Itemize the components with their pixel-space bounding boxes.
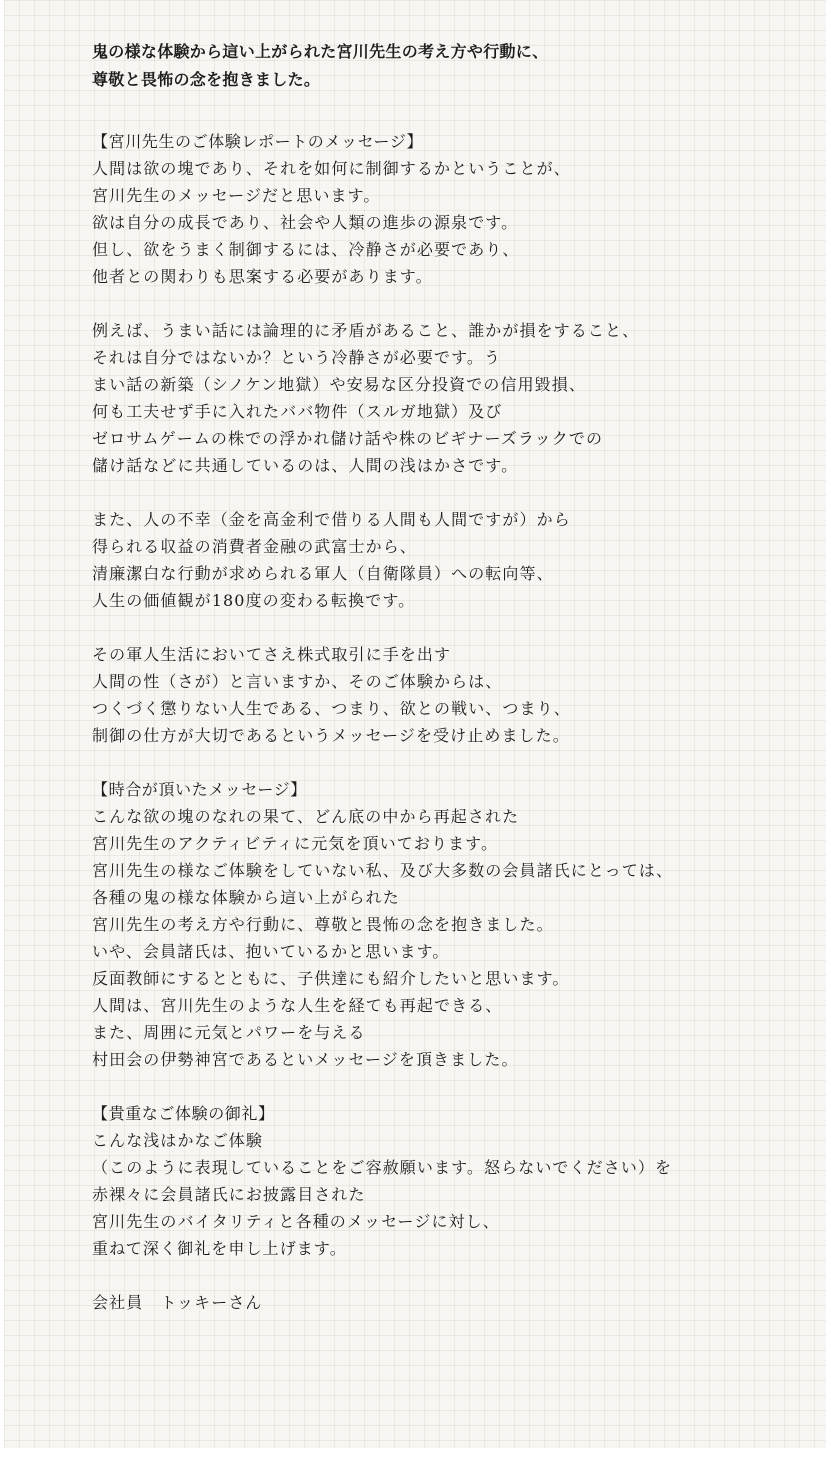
text-line: ゼロサムゲームの株での浮かれ儲け話や株のビギナーズラックでの xyxy=(92,429,604,448)
intro-statement xyxy=(92,38,792,94)
text-line: 但し、欲をうまく制御するには、冷静さが必要であり、 xyxy=(92,240,520,259)
text-line: 重ねて深く御礼を申し上げます。 xyxy=(92,1239,347,1258)
paragraph xyxy=(92,317,792,479)
text-line: 各種の鬼の様な体験から這い上がられた xyxy=(92,888,400,907)
text-line: 宮川先生の様なご体験をしていない私、及び大多数の会員諸氏にとっては、 xyxy=(92,861,674,880)
paragraph xyxy=(92,1100,792,1262)
intro-line: 尊敬と畏怖の念を抱きました。 xyxy=(92,70,321,89)
text-line: 宮川先生のアクティビティに元気を頂いております。 xyxy=(92,834,499,853)
text-line: 人生の価値観が180度の変わる転換です。 xyxy=(92,591,416,610)
text-line: その軍人生活においてさえ株式取引に手を出す xyxy=(92,645,452,664)
text-line: こんな欲の塊のなれの果て、どん底の中から再起された xyxy=(92,807,520,826)
text-line: まい話の新築（シノケン地獄）や安易な区分投資での信用毀損、 xyxy=(92,375,586,394)
section-heading: 【貴重なご体験の御礼】 xyxy=(92,1104,275,1123)
text-line: 人間は、宮川先生のような人生を経ても再起できる、 xyxy=(92,996,503,1015)
text-line: 宮川先生の考え方や行動に、尊敬と畏怖の念を抱きました。 xyxy=(92,915,554,934)
text-line: いや、会員諸氏は、抱いているかと思います。 xyxy=(92,942,450,961)
text-line: 村田会の伊勢神宮であるといメッセージを頂きました。 xyxy=(92,1050,519,1069)
paragraph xyxy=(92,641,792,749)
text-line: 人間は欲の塊であり、それを如何に制御するかということが、 xyxy=(92,159,571,178)
text-line: 人間の性（さが）と言いますか、そのご体験からは、 xyxy=(92,672,503,691)
text-line: 反面教師にするとともに、子供達にも紹介したいと思います。 xyxy=(92,969,570,988)
text-line: （このように表現していることをご容赦願います。怒らないでください）を xyxy=(92,1158,673,1177)
text-line: 制御の仕方が大切であるというメッセージを受け止めました。 xyxy=(92,726,570,745)
section-report-message xyxy=(92,128,792,749)
section-heading: 【宮川先生のご体験レポートのメッセージ】 xyxy=(92,132,424,151)
text-line: 他者との関わりも思案する必要があります。 xyxy=(92,267,433,286)
intro-line: 鬼の様な体験から這い上がられた宮川先生の考え方や行動に、 xyxy=(92,42,549,61)
article-body xyxy=(92,38,792,1316)
text-line: それは自分ではないか？という冷静さが必要です。う xyxy=(92,348,502,367)
text-line: 清廉潔白な行動が求められる軍人（自衛隊員）への転向等、 xyxy=(92,564,554,583)
text-line: また、周囲に元気とパワーを与える xyxy=(92,1023,366,1042)
text-line: 宮川先生のバイタリティと各種のメッセージに対し、 xyxy=(92,1212,500,1231)
text-line: 例えば、うまい話には論理的に矛盾があること、誰かが損をすること、 xyxy=(92,321,640,340)
paragraph xyxy=(92,506,792,614)
text-line: 得られる収益の消費者金融の武富士から、 xyxy=(92,537,417,556)
text-line: また、人の不幸（金を高金利で借りる人間も人間ですが）から xyxy=(92,510,571,529)
text-line: こんな浅はかなご体験 xyxy=(92,1131,264,1150)
section-heading: 【時合が頂いたメッセージ】 xyxy=(92,780,307,799)
author-signature: 会社員 トッキーさん xyxy=(92,1293,263,1312)
text-line: 儲け話などに共通しているのは、人間の浅はかさです。 xyxy=(92,456,519,475)
text-line: 宮川先生のメッセージだと思います。 xyxy=(92,186,381,205)
grid-paper-background xyxy=(4,0,826,1448)
section-received-message xyxy=(92,776,792,1073)
text-line: 赤裸々に会員諸氏にお披露目された xyxy=(92,1185,366,1204)
paragraph xyxy=(92,776,792,1073)
text-line: 何も工夫せず手に入れたババ物件（スルガ地獄）及び xyxy=(92,402,503,421)
text-line: 欲は自分の成長であり、社会や人類の進歩の源泉です。 xyxy=(92,213,519,232)
text-line: つくづく懲りない人生である、つまり、欲との戦い、つまり、 xyxy=(92,699,571,718)
section-gratitude xyxy=(92,1100,792,1262)
paragraph xyxy=(92,128,792,290)
